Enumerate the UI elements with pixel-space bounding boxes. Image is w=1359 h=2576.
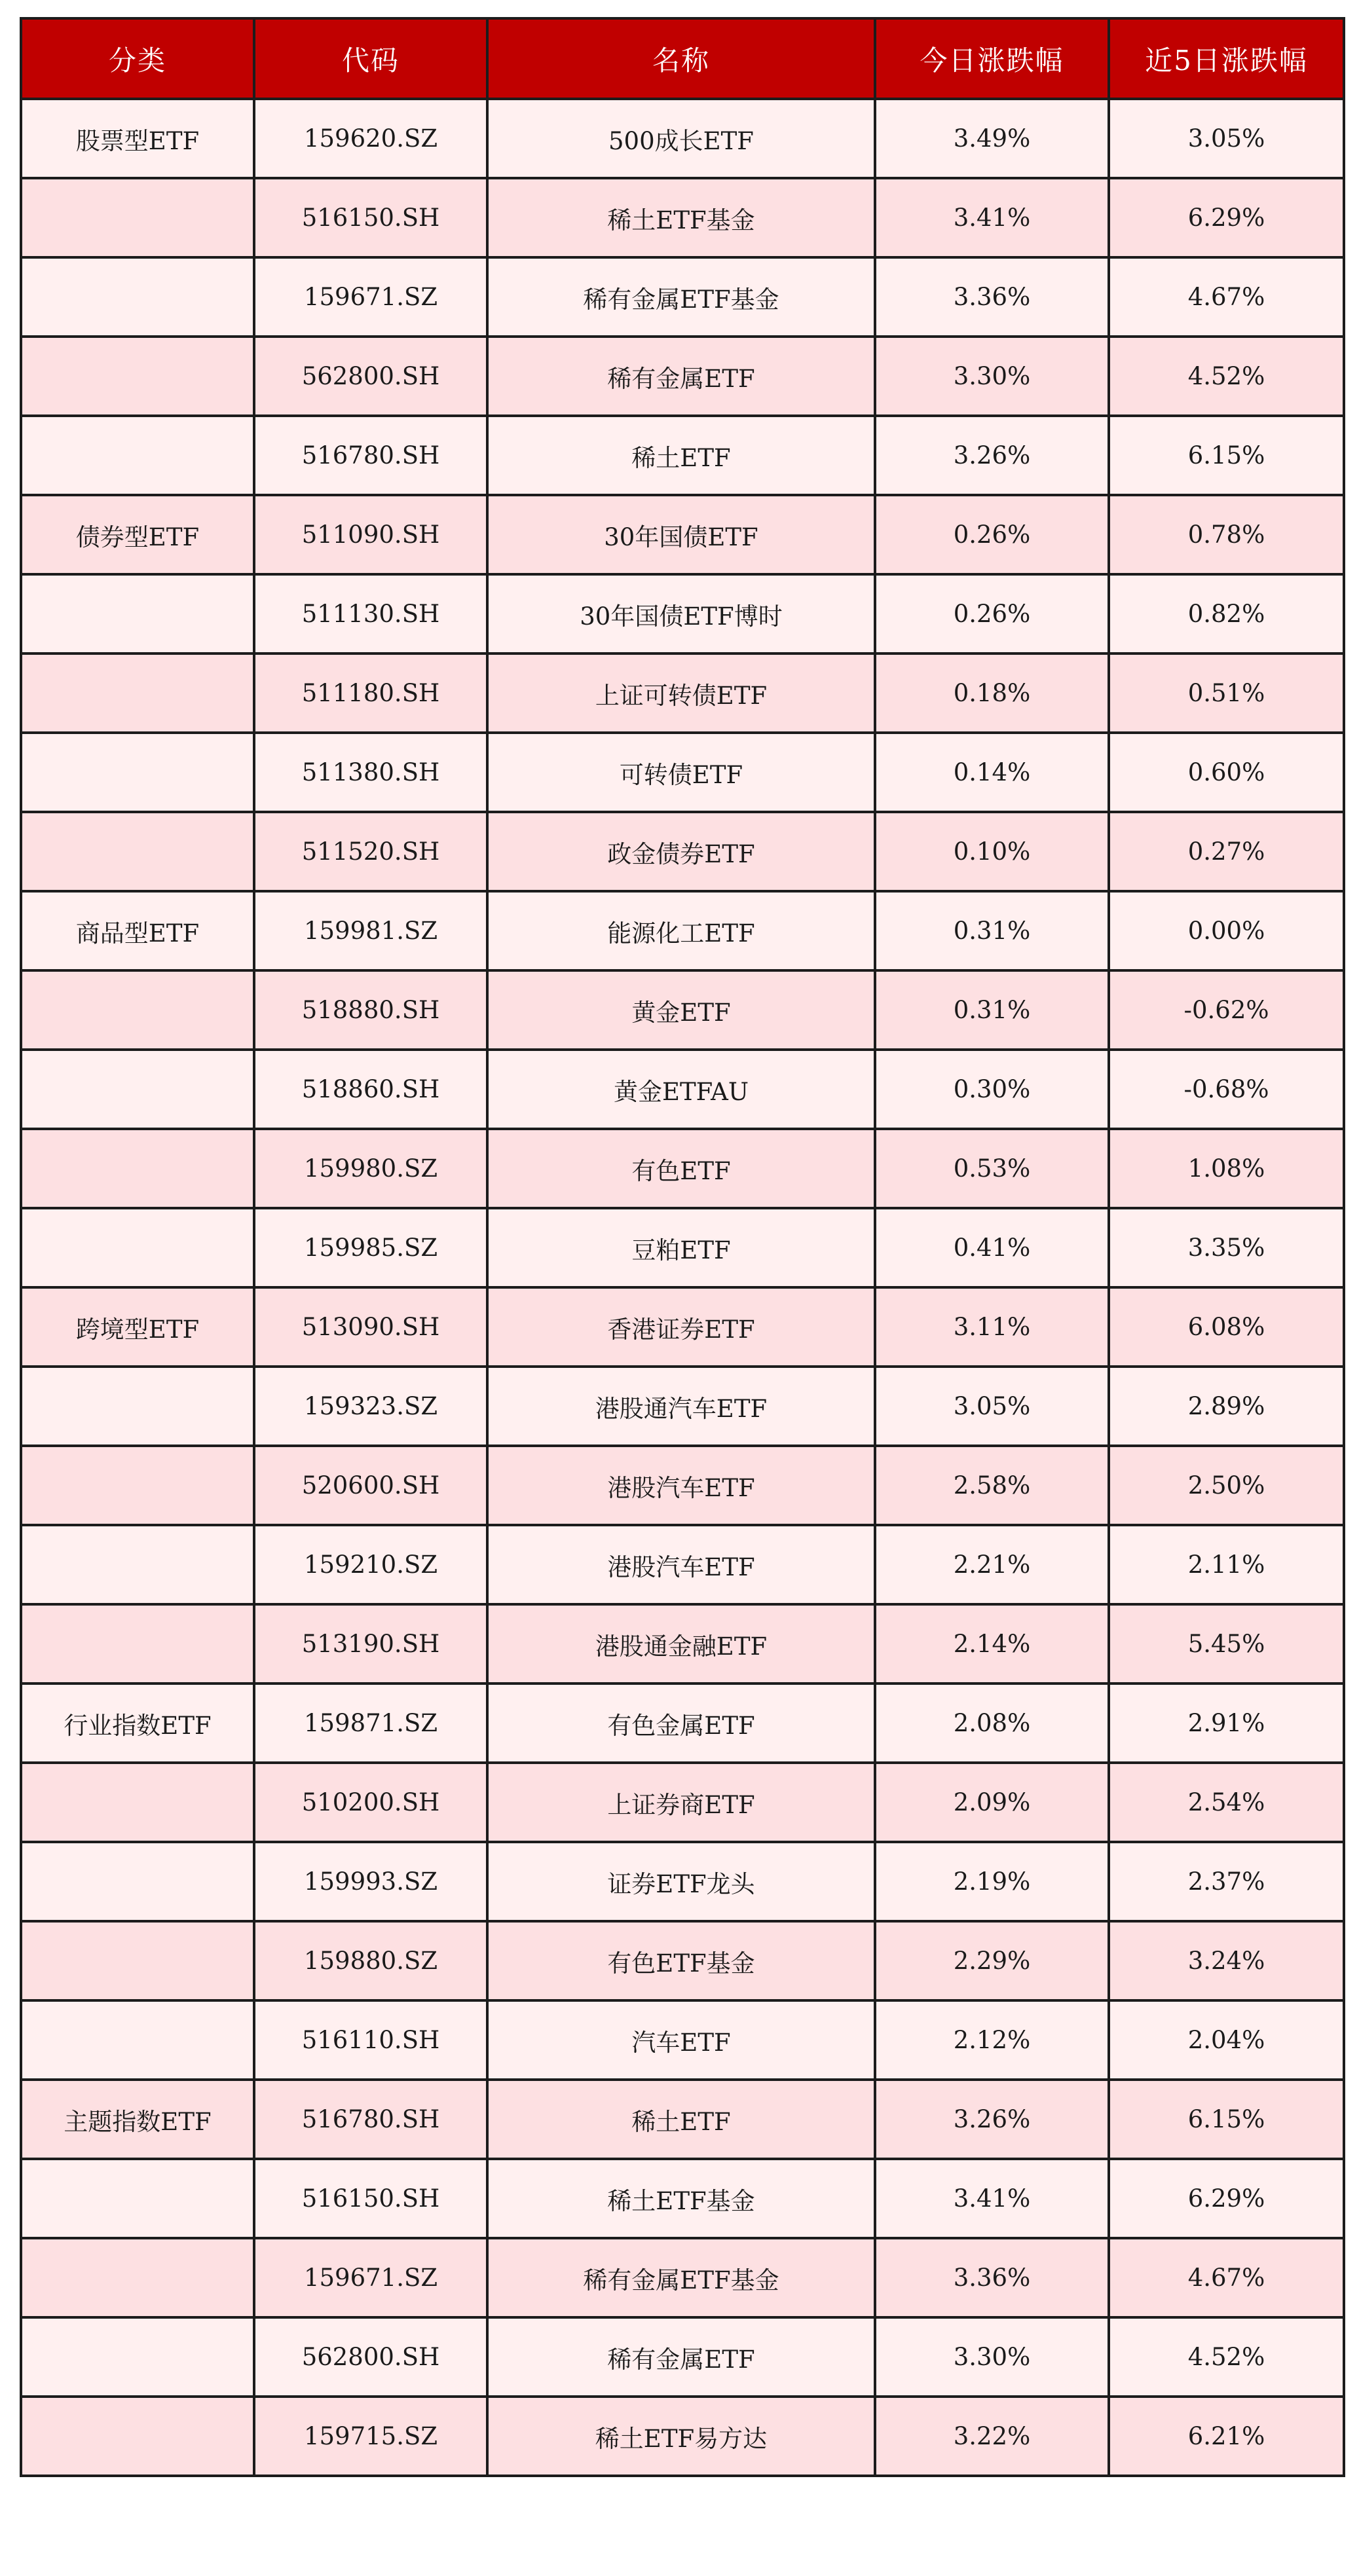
table-row [21,812,1344,891]
name-cell: 上证券商ETF [487,1763,875,1842]
code-cell: 518880.SH [254,970,487,1050]
change-today-cell: 2.21% [875,1525,1109,1604]
name-cell: 港股通汽车ETF [487,1367,875,1446]
category-cell [21,257,254,337]
code-cell: 516150.SH [254,178,487,257]
name-cell: 可转债ETF [487,733,875,812]
category-cell [21,178,254,257]
category-cell [21,1446,254,1525]
change-today-cell: 3.11% [875,1287,1109,1367]
table-row [21,2080,1344,2159]
table-row [21,1129,1344,1208]
table-row [21,2397,1344,2476]
change-5d-cell: 2.91% [1109,1684,1344,1763]
code-cell: 513090.SH [254,1287,487,1367]
category-cell [21,970,254,1050]
change-5d-cell: 4.52% [1109,337,1344,416]
change-today-cell: 2.08% [875,1684,1109,1763]
category-cell [21,2159,254,2238]
table-row [21,2238,1344,2317]
table-row [21,1604,1344,1684]
table-row [21,1842,1344,1921]
category-cell [21,2000,254,2080]
table-row [21,733,1344,812]
table-row [21,1763,1344,1842]
change-today-cell: 3.26% [875,2080,1109,2159]
change-5d-cell: 3.35% [1109,1208,1344,1287]
change-today-cell: 2.12% [875,2000,1109,2080]
code-cell: 159210.SZ [254,1525,487,1604]
change-5d-cell: 4.67% [1109,257,1344,337]
category-cell: 跨境型ETF [21,1287,254,1367]
category-cell [21,1129,254,1208]
name-cell: 证券ETF龙头 [487,1842,875,1921]
code-cell: 159671.SZ [254,2238,487,2317]
category-cell [21,416,254,495]
change-5d-cell: 1.08% [1109,1129,1344,1208]
name-cell: 港股汽车ETF [487,1446,875,1525]
change-today-cell: 0.41% [875,1208,1109,1287]
category-cell [21,2317,254,2397]
table-header [21,18,1344,99]
name-cell: 稀土ETF [487,416,875,495]
category-cell: 主题指数ETF [21,2080,254,2159]
code-cell: 159715.SZ [254,2397,487,2476]
code-cell: 159871.SZ [254,1684,487,1763]
name-cell: 稀有金属ETF基金 [487,2238,875,2317]
table-row [21,1684,1344,1763]
code-cell: 511520.SH [254,812,487,891]
change-today-cell: 3.36% [875,2238,1109,2317]
change-today-cell: 2.19% [875,1842,1109,1921]
table-row [21,653,1344,733]
change-5d-cell: 0.82% [1109,574,1344,653]
table-row [21,2000,1344,2080]
code-cell: 510200.SH [254,1763,487,1842]
category-cell [21,1842,254,1921]
change-5d-cell: 2.89% [1109,1367,1344,1446]
change-5d-cell: 0.60% [1109,733,1344,812]
change-5d-cell: 3.24% [1109,1921,1344,2000]
change-5d-cell: 4.67% [1109,2238,1344,2317]
code-cell: 159323.SZ [254,1367,487,1446]
category-cell [21,812,254,891]
change-today-cell: 0.26% [875,495,1109,574]
table-row [21,970,1344,1050]
table-row [21,1050,1344,1129]
code-cell: 159620.SZ [254,99,487,178]
code-cell: 516150.SH [254,2159,487,2238]
category-cell [21,1208,254,1287]
change-5d-cell: 0.78% [1109,495,1344,574]
change-today-cell: 0.31% [875,970,1109,1050]
table-row [21,1208,1344,1287]
code-cell: 511090.SH [254,495,487,574]
table-row [21,1287,1344,1367]
category-cell [21,574,254,653]
code-cell: 511380.SH [254,733,487,812]
change-today-cell: 2.58% [875,1446,1109,1525]
code-cell: 562800.SH [254,337,487,416]
header-name: 名称 [487,18,875,99]
code-cell: 511180.SH [254,653,487,733]
category-cell [21,1763,254,1842]
change-5d-cell: 2.11% [1109,1525,1344,1604]
change-5d-cell: 2.50% [1109,1446,1344,1525]
table-row [21,1525,1344,1604]
name-cell: 稀土ETF易方达 [487,2397,875,2476]
code-cell: 520600.SH [254,1446,487,1525]
name-cell: 稀土ETF基金 [487,2159,875,2238]
code-cell: 159985.SZ [254,1208,487,1287]
name-cell: 稀有金属ETF [487,2317,875,2397]
name-cell: 黄金ETFAU [487,1050,875,1129]
code-cell: 516780.SH [254,2080,487,2159]
change-5d-cell: 6.15% [1109,2080,1344,2159]
table-row [21,337,1344,416]
change-5d-cell: 2.54% [1109,1763,1344,1842]
header-change-5d: 近5日涨跌幅 [1109,18,1344,99]
name-cell: 有色ETF [487,1129,875,1208]
header-code: 代码 [254,18,487,99]
table-row [21,891,1344,970]
category-cell [21,1525,254,1604]
category-cell [21,2238,254,2317]
table-row [21,2159,1344,2238]
change-5d-cell: 6.29% [1109,2159,1344,2238]
change-today-cell: 3.22% [875,2397,1109,2476]
change-today-cell: 0.26% [875,574,1109,653]
category-cell: 行业指数ETF [21,1684,254,1763]
name-cell: 30年国债ETF [487,495,875,574]
table-row [21,1367,1344,1446]
code-cell: 159671.SZ [254,257,487,337]
change-today-cell: 0.18% [875,653,1109,733]
code-cell: 159880.SZ [254,1921,487,2000]
category-cell: 商品型ETF [21,891,254,970]
change-5d-cell: 0.27% [1109,812,1344,891]
change-5d-cell: 4.52% [1109,2317,1344,2397]
change-5d-cell: 0.51% [1109,653,1344,733]
category-cell [21,1367,254,1446]
name-cell: 黄金ETF [487,970,875,1050]
table-row [21,1446,1344,1525]
change-today-cell: 3.30% [875,2317,1109,2397]
change-5d-cell: 6.15% [1109,416,1344,495]
change-today-cell: 0.31% [875,891,1109,970]
name-cell: 有色ETF基金 [487,1921,875,2000]
name-cell: 稀土ETF [487,2080,875,2159]
change-today-cell: 3.26% [875,416,1109,495]
name-cell: 上证可转债ETF [487,653,875,733]
category-cell [21,1921,254,2000]
category-cell [21,1050,254,1129]
change-today-cell: 2.09% [875,1763,1109,1842]
change-5d-cell: 2.37% [1109,1842,1344,1921]
header-category: 分类 [21,18,254,99]
change-today-cell: 3.36% [875,257,1109,337]
table-row [21,2317,1344,2397]
change-today-cell: 0.53% [875,1129,1109,1208]
change-5d-cell: 2.04% [1109,2000,1344,2080]
code-cell: 516780.SH [254,416,487,495]
code-cell: 511130.SH [254,574,487,653]
table-row [21,99,1344,178]
change-5d-cell: 0.00% [1109,891,1344,970]
change-5d-cell: 6.21% [1109,2397,1344,2476]
name-cell: 稀有金属ETF基金 [487,257,875,337]
change-today-cell: 3.41% [875,178,1109,257]
name-cell: 港股汽车ETF [487,1525,875,1604]
change-today-cell: 3.30% [875,337,1109,416]
category-cell [21,653,254,733]
name-cell: 豆粕ETF [487,1208,875,1287]
name-cell: 稀土ETF基金 [487,178,875,257]
etf-performance-table [20,17,1345,2477]
change-today-cell: 0.30% [875,1050,1109,1129]
code-cell: 159981.SZ [254,891,487,970]
header-change-today: 今日涨跌幅 [875,18,1109,99]
category-cell [21,1604,254,1684]
name-cell: 汽车ETF [487,2000,875,2080]
code-cell: 159993.SZ [254,1842,487,1921]
code-cell: 562800.SH [254,2317,487,2397]
change-today-cell: 0.10% [875,812,1109,891]
change-today-cell: 3.41% [875,2159,1109,2238]
name-cell: 能源化工ETF [487,891,875,970]
name-cell: 政金债券ETF [487,812,875,891]
category-cell [21,337,254,416]
table-row [21,416,1344,495]
change-today-cell: 3.05% [875,1367,1109,1446]
change-5d-cell: -0.68% [1109,1050,1344,1129]
category-cell [21,733,254,812]
table-body [21,99,1344,2476]
name-cell: 港股通金融ETF [487,1604,875,1684]
change-today-cell: 2.29% [875,1921,1109,2000]
code-cell: 159980.SZ [254,1129,487,1208]
code-cell: 518860.SH [254,1050,487,1129]
name-cell: 有色金属ETF [487,1684,875,1763]
change-today-cell: 2.14% [875,1604,1109,1684]
change-today-cell: 0.14% [875,733,1109,812]
name-cell: 500成长ETF [487,99,875,178]
change-5d-cell: -0.62% [1109,970,1344,1050]
code-cell: 513190.SH [254,1604,487,1684]
table-row [21,178,1344,257]
change-5d-cell: 3.05% [1109,99,1344,178]
category-cell: 债券型ETF [21,495,254,574]
table-row [21,257,1344,337]
name-cell: 香港证券ETF [487,1287,875,1367]
table-row [21,495,1344,574]
category-cell: 股票型ETF [21,99,254,178]
name-cell: 稀有金属ETF [487,337,875,416]
change-5d-cell: 6.08% [1109,1287,1344,1367]
category-cell [21,2397,254,2476]
change-5d-cell: 6.29% [1109,178,1344,257]
name-cell: 30年国债ETF博时 [487,574,875,653]
change-today-cell: 3.49% [875,99,1109,178]
header-row [21,18,1344,99]
code-cell: 516110.SH [254,2000,487,2080]
change-5d-cell: 5.45% [1109,1604,1344,1684]
table-row [21,574,1344,653]
table-row [21,1921,1344,2000]
